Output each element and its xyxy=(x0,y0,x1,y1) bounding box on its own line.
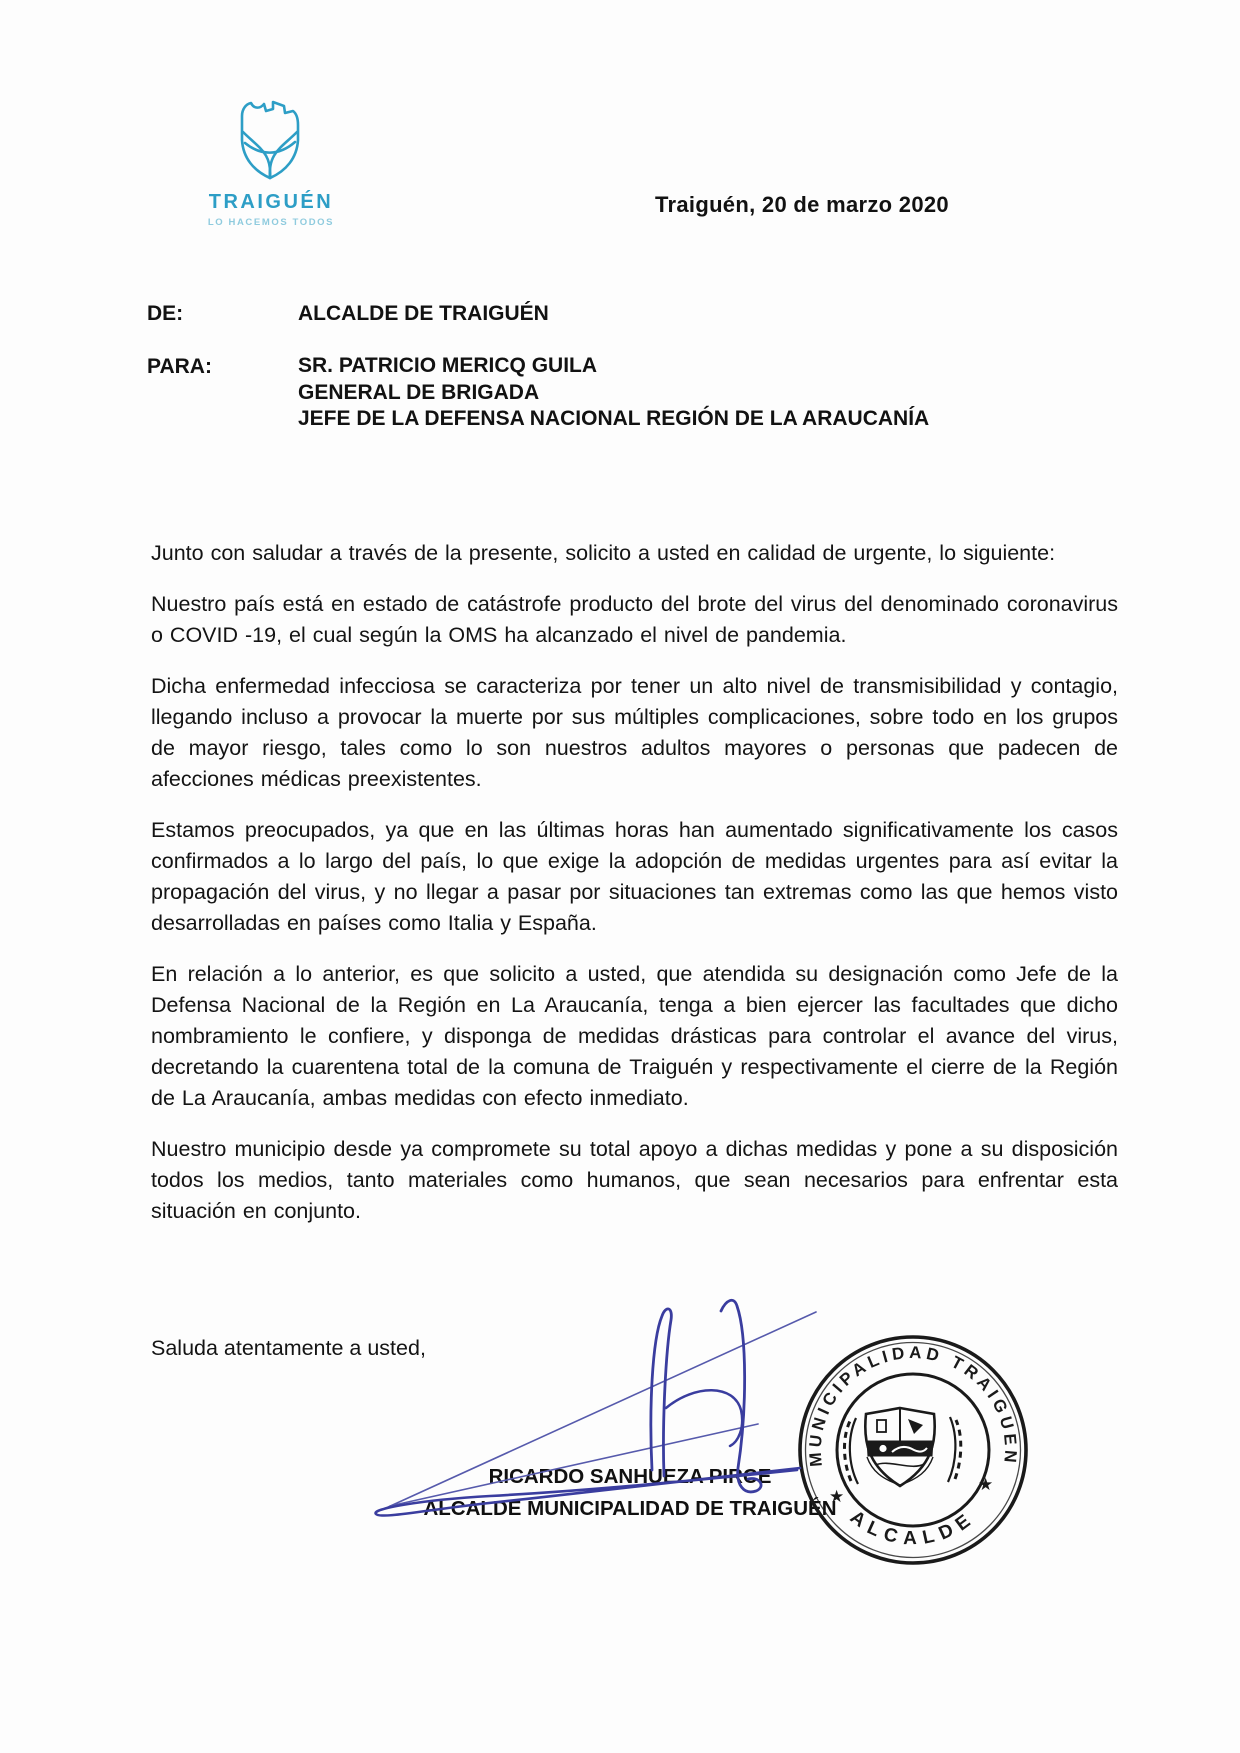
salutation: Saluda atentamente a usted, xyxy=(151,1336,426,1360)
date-line: Traiguén, 20 de marzo 2020 xyxy=(655,192,949,217)
municipal-stamp-icon xyxy=(800,1337,1026,1563)
letter-body xyxy=(151,538,1118,1247)
svg-text:MUNICIPALIDAD TRAIGUEN xyxy=(806,1343,1021,1468)
stamp-bottom-text: ALCALDE xyxy=(845,1506,980,1550)
signer-title: ALCALDE MUNICIPALIDAD DE TRAIGUÉN xyxy=(423,1497,837,1520)
paragraph: Nuestro país está en estado de catástrofe producto del brote del virus del denominado coronavirus o COVID -19, el cual según la OMS ha alcanzado el nivel de pandemia. xyxy=(151,592,1118,647)
to-line: GENERAL DE BRIGADA xyxy=(298,380,540,404)
signer-name: RICARDO SANHUEZA PIRCE xyxy=(488,1465,772,1488)
to-label: PARA: xyxy=(147,355,212,378)
signature-stamp-overlay xyxy=(300,1280,1060,1600)
from-label: DE: xyxy=(147,302,184,325)
logo-wordmark: TRAIGUÉN xyxy=(208,191,334,213)
logo-tagline: LO HACEMOS TODOS xyxy=(207,217,335,228)
stamp-top-text: MUNICIPALIDAD TRAIGUEN xyxy=(805,1342,1021,1468)
recipient-block xyxy=(147,300,929,433)
paragraph: En relación a lo anterior, es que solicito a usted, que atendida su designación como Jefe de la Defensa Nacional de la Región en La Araucanía, tenga a bien ejercer las facultades que dicho nombramiento le confiere, y disponga de medidas drásticas para controlar el avance del virus, decretando la cuarentena total de la comuna de Traiguén y respectivamente el cierre de la Región de La Araucanía, ambas medidas con efecto inmediato. xyxy=(151,962,1118,1110)
to-line: SR. PATRICIO MERICQ GUILA xyxy=(298,354,598,377)
from-value: ALCALDE DE TRAIGUÉN xyxy=(298,302,549,325)
signature-block xyxy=(330,1461,930,1525)
paragraph: Nuestro municipio desde ya compromete su total apoyo a dichas medidas y pone a su disposición todos los medios, tanto materiales como humanos, que sean necesarios para enfrentar esta situación en conjunto. xyxy=(151,1137,1118,1223)
stamp-right-star-icon: ★ xyxy=(978,1475,994,1495)
paragraph: Dicha enfermedad infecciosa se caracteriza por tener un alto nivel de transmisibilidad y contagio, llegando incluso a provocar la muerte por sus múltiples complicaciones, sobre todo en los grupos de mayor riesgo, tales como lo son nuestros adultos mayores o personas que padecen de afecciones médicas preexistentes. xyxy=(151,674,1118,791)
from-row xyxy=(147,300,929,327)
paragraph: Junto con saludar a través de la presente, solicito a usted en calidad de urgente, lo siguiente: xyxy=(151,541,1056,565)
to-row xyxy=(147,353,929,433)
stamp-left-star-icon: ★ xyxy=(829,1487,845,1507)
to-line: JEFE DE LA DEFENSA NACIONAL REGIÓN DE LA ARAUCANÍA xyxy=(298,407,930,430)
to-value xyxy=(298,353,929,433)
traiguen-shield-logo-icon xyxy=(237,99,303,181)
paragraph: Estamos preocupados, ya que en las últimas horas han aumentado significativamente los casos confirmados a lo largo del país, lo que exige la adopción de medidas urgentes para así evitar la propagación del virus, y no llegar a pasar por situaciones tan extremas como las que hemos visto desarrolladas en países como Italia y España. xyxy=(151,818,1118,935)
